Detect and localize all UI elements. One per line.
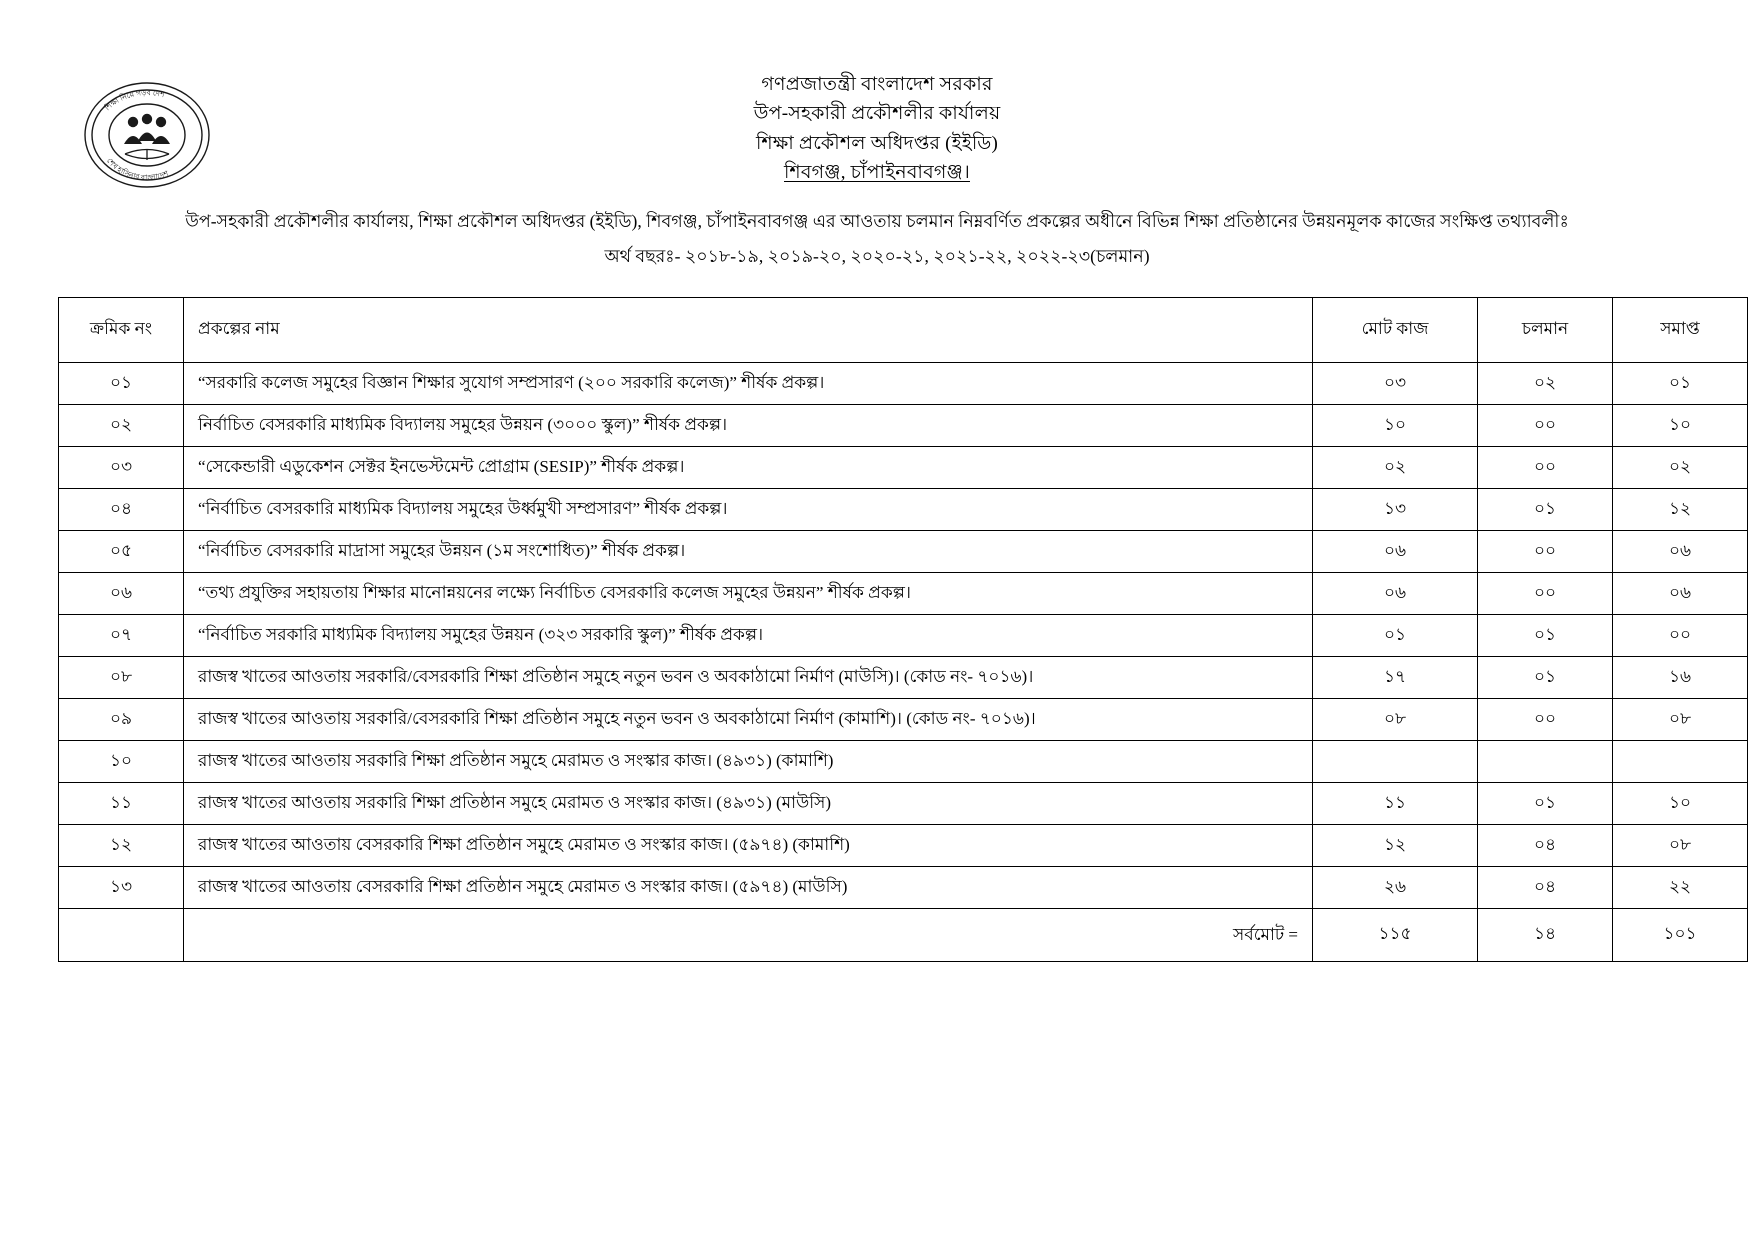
total-row-label: সর্বমোট = — [184, 909, 1313, 962]
table-row — [59, 363, 1748, 405]
cell-running: ০০ — [1478, 573, 1613, 615]
cell-project: “নির্বাচিত বেসরকারি মাধ্যমিক বিদ্যালয় সমুহের উর্ধ্বমুখী সম্প্রসারণ” শীর্ষক প্রকল্প। — [184, 489, 1313, 531]
cell-done: ১৬ — [1613, 657, 1748, 699]
cell-done: ১২ — [1613, 489, 1748, 531]
cell-project: “সেকেন্ডারী এডুকেশন সেক্টর ইনভেস্টমেন্ট প্রোগ্রাম (SESIP)” শীর্ষক প্রকল্প। — [184, 447, 1313, 489]
cell-total: ২৬ — [1313, 867, 1478, 909]
table-row — [59, 489, 1748, 531]
table-row — [59, 573, 1748, 615]
cell-serial: ০৯ — [59, 699, 184, 741]
table-total-row — [59, 909, 1748, 962]
cell-total: ১৩ — [1313, 489, 1478, 531]
total-row-running: ১৪ — [1478, 909, 1613, 962]
projects-table — [58, 297, 1748, 962]
cell-project: “তথ্য প্রযুক্তির সহায়তায় শিক্ষার মানোন্নয়নের লক্ষ্যে নির্বাচিত বেসরকারি কলেজ সমুহের উন্নয়ন” শীর্ষক প্রকল্প। — [184, 573, 1313, 615]
cell-serial: ১৩ — [59, 867, 184, 909]
cell-running: ০১ — [1478, 615, 1613, 657]
cell-running: ০০ — [1478, 405, 1613, 447]
cell-done: ২২ — [1613, 867, 1748, 909]
cell-serial: ০৪ — [59, 489, 184, 531]
table-row — [59, 531, 1748, 573]
intro-line-2: অর্থ বছরঃ- ২০১৮-১৯, ২০১৯-২০, ২০২০-২১, ২০২১-২২, ২০২২-২৩(চলমান) — [604, 245, 1150, 266]
cell-done — [1613, 741, 1748, 783]
column-header-done: সমাপ্ত — [1613, 298, 1748, 363]
cell-total: ০৩ — [1313, 363, 1478, 405]
cell-running: ০১ — [1478, 783, 1613, 825]
cell-total: ১১ — [1313, 783, 1478, 825]
intro-line-1: উপ-সহকারী প্রকৌশলীর কার্যালয়, শিক্ষা প্রকৌশল অধিদপ্তর (ইইডি), শিবগঞ্জ, চাঁপাইনবাবগঞ্জ এর আওতায় চলমান নিম্নবর্ণিত প্রকল্পের অধীনে বিভিন্ন শিক্ষা প্রতিষ্ঠানের উন্নয়নমূলক কাজের সংক্ষিপ্ত তথ্যাবলীঃ — [185, 211, 1569, 231]
cell-serial: ০৩ — [59, 447, 184, 489]
svg-text:শিক্ষা নিয়ে গড়ব দেশ: শিক্ষা নিয়ে গড়ব দেশ — [103, 87, 166, 113]
total-row-total: ১১৫ — [1313, 909, 1478, 962]
header-line-department: শিক্ষা প্রকৌশল অধিদপ্তর (ইইডি) — [755, 132, 998, 154]
header-title-block — [0, 70, 1754, 188]
table-row — [59, 867, 1748, 909]
cell-project: “নির্বাচিত বেসরকারি মাদ্রাসা সমুহের উন্নয়ন (১ম সংশোধিত)” শীর্ষক প্রকল্প। — [184, 531, 1313, 573]
table-row — [59, 825, 1748, 867]
cell-serial: ১১ — [59, 783, 184, 825]
cell-done: ১০ — [1613, 405, 1748, 447]
cell-serial: ০৭ — [59, 615, 184, 657]
cell-total: ০৮ — [1313, 699, 1478, 741]
cell-project: রাজস্ব খাতের আওতায় সরকারি শিক্ষা প্রতিষ্ঠান সমুহে মেরামত ও সংস্কার কাজ। (৪৯৩১) (কামাশি) — [184, 741, 1313, 783]
table-row — [59, 783, 1748, 825]
cell-serial: ০১ — [59, 363, 184, 405]
cell-done: ০১ — [1613, 363, 1748, 405]
column-header-running: চলমান — [1478, 298, 1613, 363]
cell-running — [1478, 741, 1613, 783]
cell-running: ০৪ — [1478, 867, 1613, 909]
table-row — [59, 447, 1748, 489]
column-header-project: প্রকল্পের নাম — [184, 298, 1313, 363]
cell-project: রাজস্ব খাতের আওতায় বেসরকারি শিক্ষা প্রতিষ্ঠান সমুহে মেরামত ও সংস্কার কাজ। (৫৯৭৪) (মাউসি) — [184, 867, 1313, 909]
cell-project: রাজস্ব খাতের আওতায় সরকারি/বেসরকারি শিক্ষা প্রতিষ্ঠান সমুহে নতুন ভবন ও অবকাঠামো নির্মাণ (কামাশি)। (কোড নং- ৭০১৬)। — [184, 699, 1313, 741]
cell-total — [1313, 741, 1478, 783]
cell-running: ০০ — [1478, 447, 1613, 489]
cell-total: ১৭ — [1313, 657, 1478, 699]
projects-table-wrapper — [58, 297, 1700, 962]
document-header — [0, 0, 1754, 200]
column-header-serial: ক্রমিক নং — [59, 298, 184, 363]
cell-done: ০০ — [1613, 615, 1748, 657]
cell-total: ০৬ — [1313, 573, 1478, 615]
cell-serial: ১২ — [59, 825, 184, 867]
cell-done: ০৮ — [1613, 699, 1748, 741]
cell-total: ১০ — [1313, 405, 1478, 447]
table-body — [59, 363, 1748, 962]
cell-project: “সরকারি কলেজ সমুহের বিজ্ঞান শিক্ষার সুযোগ সম্প্রসারণ (২০০ সরকারি কলেজ)” শীর্ষক প্রকল্প। — [184, 363, 1313, 405]
intro-paragraph — [0, 206, 1754, 271]
table-header-row — [59, 298, 1748, 363]
cell-project: নির্বাচিত বেসরকারি মাধ্যমিক বিদ্যালয় সমুহের উন্নয়ন (৩০০০ স্কুল)” শীর্ষক প্রকল্প। — [184, 405, 1313, 447]
cell-project: “নির্বাচিত সরকারি মাধ্যমিক বিদ্যালয় সমুহের উন্নয়ন (৩২৩ সরকারি স্কুল)” শীর্ষক প্রকল্প। — [184, 615, 1313, 657]
cell-running: ০০ — [1478, 699, 1613, 741]
cell-total: ০২ — [1313, 447, 1478, 489]
cell-project: রাজস্ব খাতের আওতায় সরকারি/বেসরকারি শিক্ষা প্রতিষ্ঠান সমুহে নতুন ভবন ও অবকাঠামো নির্মাণ (মাউসি)। (কোড নং- ৭০১৬)। — [184, 657, 1313, 699]
cell-done: ০৮ — [1613, 825, 1748, 867]
cell-done: ০২ — [1613, 447, 1748, 489]
cell-done: ১০ — [1613, 783, 1748, 825]
cell-serial: ০২ — [59, 405, 184, 447]
cell-serial: ১০ — [59, 741, 184, 783]
cell-total: ০৬ — [1313, 531, 1478, 573]
header-line-office: উপ-সহকারী প্রকৌশলীর কার্যালয় — [753, 103, 1001, 125]
column-header-total: মোট কাজ — [1313, 298, 1478, 363]
header-line-government: গণপ্রজাতন্ত্রী বাংলাদেশ সরকার — [761, 74, 993, 95]
cell-project: রাজস্ব খাতের আওতায় বেসরকারি শিক্ষা প্রতিষ্ঠান সমুহে মেরামত ও সংস্কার কাজ। (৫৯৭৪) (কামাশি) — [184, 825, 1313, 867]
cell-serial: ০৫ — [59, 531, 184, 573]
cell-project: রাজস্ব খাতের আওতায় সরকারি শিক্ষা প্রতিষ্ঠান সমুহে মেরামত ও সংস্কার কাজ। (৪৯৩১) (মাউসি) — [184, 783, 1313, 825]
cell-running: ০০ — [1478, 531, 1613, 573]
cell-total: ১২ — [1313, 825, 1478, 867]
cell-running: ০১ — [1478, 489, 1613, 531]
cell-done: ০৬ — [1613, 573, 1748, 615]
cell-done: ০৬ — [1613, 531, 1748, 573]
cell-serial: ০৮ — [59, 657, 184, 699]
cell-running: ০৪ — [1478, 825, 1613, 867]
cell-total: ০১ — [1313, 615, 1478, 657]
cell-running: ০২ — [1478, 363, 1613, 405]
total-row-done: ১০১ — [1613, 909, 1748, 962]
svg-text:শেখ হাসিনার বাংলাদেশ: শেখ হাসিনার বাংলাদেশ — [104, 156, 170, 183]
table-row — [59, 405, 1748, 447]
table-row — [59, 699, 1748, 741]
header-line-location: শিবগঞ্জ, চাঁপাইনবাবগঞ্জ। — [784, 162, 970, 184]
cell-serial: ০৬ — [59, 573, 184, 615]
table-row — [59, 615, 1748, 657]
total-row-blank — [59, 909, 184, 962]
table-row — [59, 741, 1748, 783]
table-header — [59, 298, 1748, 363]
cell-running: ০১ — [1478, 657, 1613, 699]
table-row — [59, 657, 1748, 699]
